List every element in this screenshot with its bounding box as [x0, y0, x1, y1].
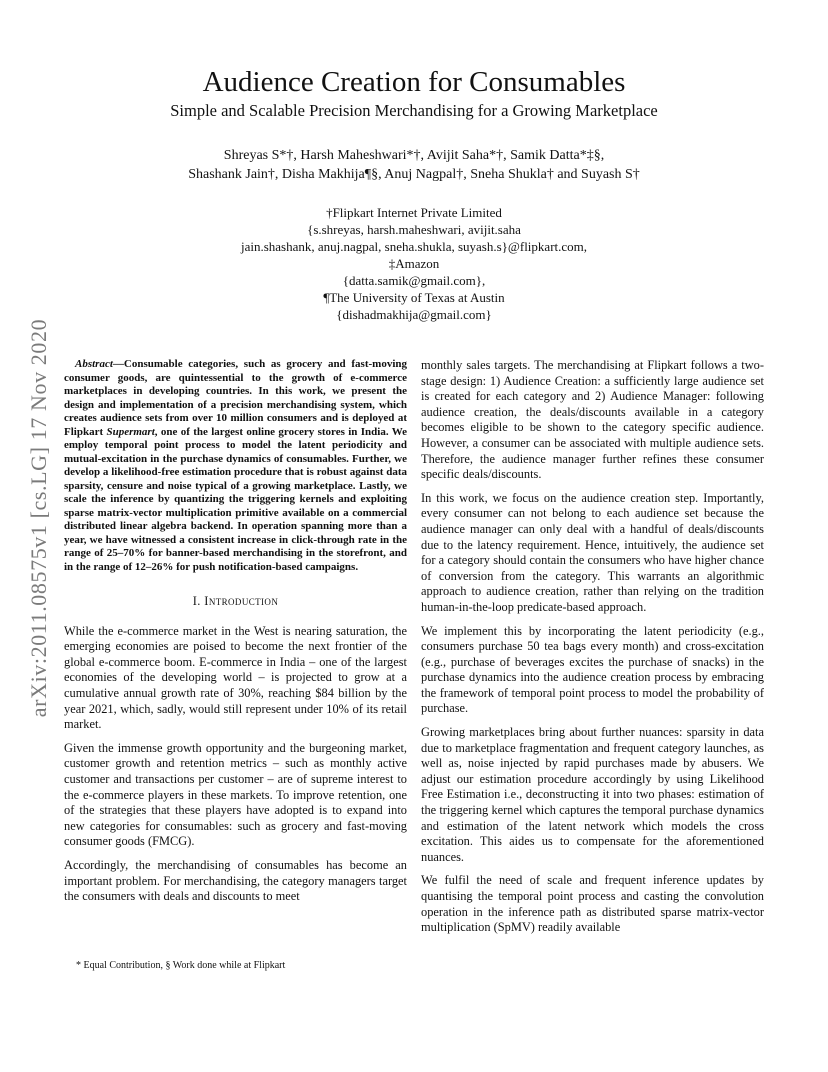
- affiliation-line: {dishadmakhija@gmail.com}: [336, 307, 492, 322]
- authors-line-1: Shreyas S*†, Harsh Maheshwari*†, Avijit Saha*†, Samik Datta*‡§,: [223, 148, 605, 163]
- paper-title: Audience Creation for Consumables: [202, 66, 626, 98]
- affiliation-line: †Flipkart Internet Private Limited: [326, 205, 502, 220]
- affiliation-line: ‡Amazon: [388, 256, 440, 271]
- author-list: [60, 146, 768, 184]
- footnote: * Equal Contribution, § Work done while at Flipkart: [76, 960, 286, 971]
- paper-header: [60, 64, 768, 323]
- section-title: Introduction: [204, 594, 279, 608]
- affiliation-line: ¶The University of Texas at Austin: [323, 290, 505, 305]
- arxiv-sidebar: [22, 278, 56, 758]
- affiliations: [60, 204, 768, 323]
- abstract: [64, 358, 407, 574]
- arxiv-identifier: arXiv:2011.08575v1 [cs.LG] 17 Nov 2020: [26, 318, 52, 718]
- paragraph: Given the immense growth opportunity and the burgeoning market, customer growth and retention metrics – such as monthly active customer and transactions per customer – are of supreme interest to the e-commerce players in these markets. To improve retention, one of the strategies that these players have adopted is to expand into new categories for consumables: such as grocery and fast-moving consumer goods (FMCG).: [64, 740, 407, 849]
- abstract-emphasis: Supermart: [106, 425, 155, 438]
- paragraph: Accordingly, the merchandising of consumables has become an important problem. For merchandising, the category managers target the consumers with deals and discounts to meet: [64, 857, 407, 904]
- paragraph: We fulfil the need of scale and frequent inference updates by quantising the temporal point process and casting the convolution operation in the inference path as distributed sparse matrix-vector multiplication (SpMV) readily available: [421, 873, 764, 935]
- section-heading: [64, 594, 407, 610]
- affiliation-line: {s.shreyas, harsh.maheshwari, avijit.saha: [307, 222, 521, 237]
- left-column: [64, 358, 407, 913]
- right-column: [421, 358, 764, 944]
- abstract-text: , one of the largest online grocery stores in India. We employ temporal point process to model the latent periodicity and mutual-excitation in the purchase dynamics of consumables. Further, we develop a likelihood-free estimation procedure that is robust against data sparsity, censure and noise typical of a growing marketplace. Lastly, we scale the inference by quantizing the triggering kernels and exploiting sparse matrix-vector multiplication primitive available on a commercial distributed linear algebra backend. In operation spanning more than a year, we have witnessed a consistent increase in click-through rate in the range of 25–70% for banner-based merchandising in the storefront, and in the range of 12–26% for push notification-based campaigns.: [64, 425, 407, 573]
- paragraph: We implement this by incorporating the latent periodicity (e.g., consumers purchase 50 tea bags every month) and cross-excitation (e.g., purchase of beverages excites the purchase of snacks) in the purchase dynamics into the audience creation process by embracing the framework of temporal point process to model the probability of purchase.: [421, 623, 764, 716]
- section-number: I.: [192, 594, 205, 608]
- affiliation-line: jain.shashank, anuj.nagpal, sneha.shukla, suyash.s}@flipkart.com,: [240, 239, 588, 254]
- paragraph: While the e-commerce market in the West is nearing saturation, the emerging economies are poised to become the next frontier of the global e-commerce boom. E-commerce in India – one of the largest economies of the developing world – is projected to grow at a cumulative annual growth rate of 30%, reaching $84 billion by the year 2021, which, sadly, would still represent under 10% of its retail market.: [64, 623, 407, 732]
- abstract-text: —Consumable categories, such as grocery and fast-moving consumer goods, are quintessential to the growth of e-commerce marketplaces in developing countries. In this work, we present the design and implementation of a precision merchandising system, which creates audience sets from over 10 million consumers and is deployed at Flipkart: [64, 358, 407, 438]
- paragraph: In this work, we focus on the audience creation step. Importantly, every consumer can not belong to each audience set because the audience manager can only deal with a handful of deals/discounts due to the latency requirement. Hence, intuitively, the audience set for a category should contain the consumers who have higher chance of conversion from the category. This warrants an algorithmic approach to audience creation, rather than relying on the tradition human-in-the-loop predicate-based approach.: [421, 490, 764, 614]
- paper-subtitle: Simple and Scalable Precision Merchandising for a Growing Marketplace: [170, 101, 658, 120]
- abstract-lead: Abstract: [75, 358, 113, 370]
- affiliation-line: {datta.samik@gmail.com},: [342, 273, 486, 288]
- paragraph: monthly sales targets. The merchandising at Flipkart follows a two-stage design: 1) Audience Creation: a sufficiently large audience set is created for each category and 2) Audience Manager: following audience creation, the deals/discounts available in a category becomes eligible to be shown to the category specific audience. However, a consumer can be associated with multiple audience sets. Therefore, the audience manager further refines these consumer specific deals/discounts.: [421, 358, 764, 482]
- paragraph: Growing marketplaces bring about further nuances: sparsity in data due to marketplace fragmentation and frequent category launches, as well as, noise injected by rapid purchases made by abusers. We adjust our estimation procedure accordingly by using Likelihood Free Estimation i.e., deconstructing it into two phases: estimation of the triggering kernel which captures the temporal purchase dynamics and estimation of the latent network which models the cross excitation. This aides us to compensate for the aforementioned nuances.: [421, 725, 764, 864]
- authors-line-2: Shashank Jain†, Disha Makhija¶§, Anuj Nagpal†, Sneha Shukla† and Suyash S†: [188, 167, 640, 182]
